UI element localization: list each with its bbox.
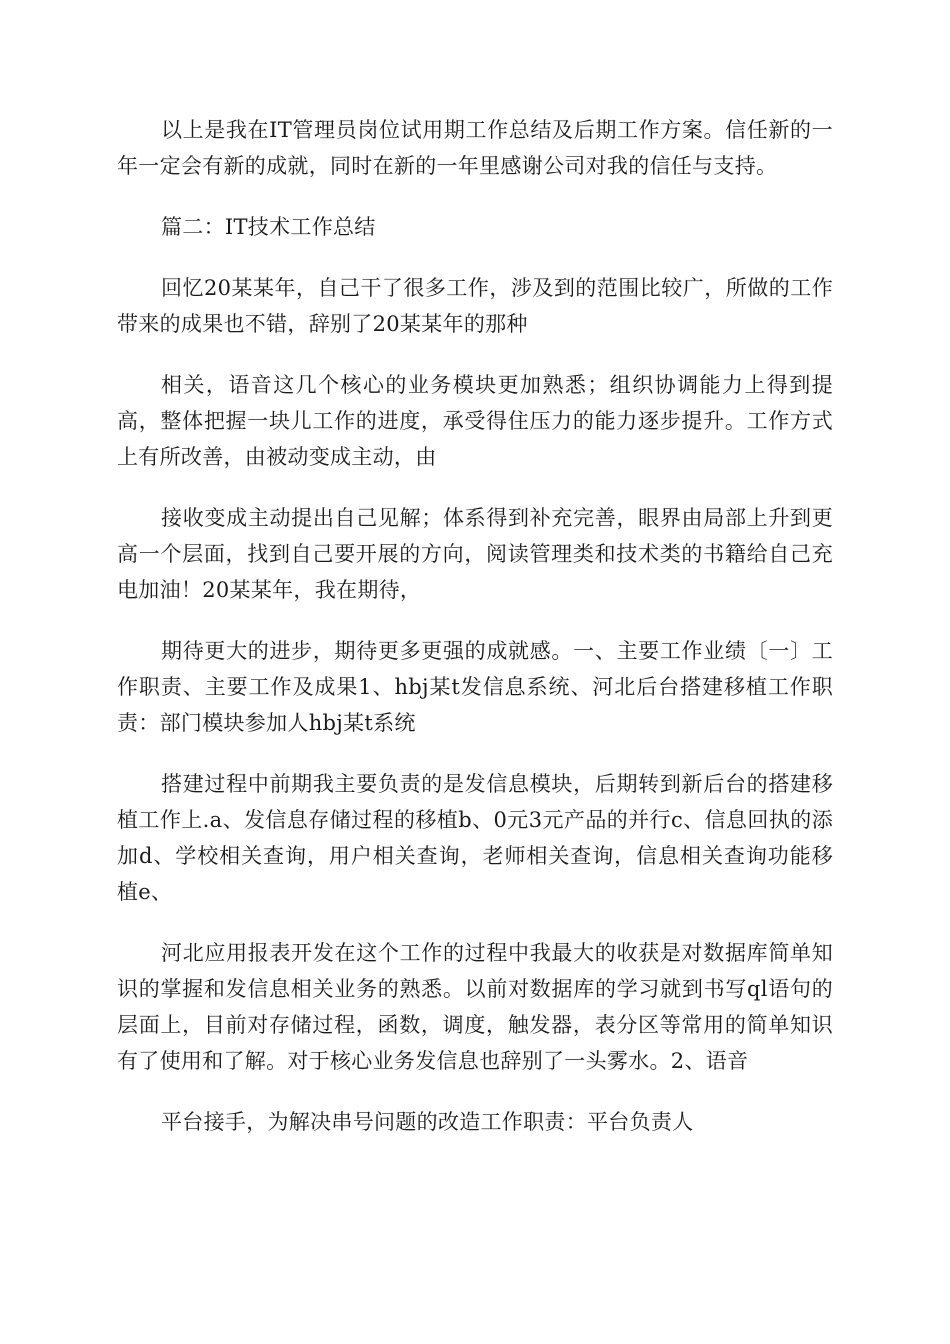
paragraph-6: 期待更大的进步，期待更多更强的成就感。一、主要工作业绩〔一〕工作职责、主要工作及成果1、hbj某t发信息系统、河北后台搭建移植工作职责：部门模块参加人hbj某t系统 — [117, 639, 833, 735]
paragraph-1: 以上是我在IT管理员岗位试用期工作总结及后期工作方案。信任新的一年一定会有新的成就，同时在新的一年里感谢公司对我的信任与支持。 — [117, 118, 833, 178]
paragraph-9: 平台接手，为解决串号问题的改造工作职责：平台负责人 — [161, 1110, 694, 1134]
paragraph-4: 相关，语音这几个核心的业务模块更加熟悉；组织协调能力上得到提高，整体把握一块儿工作的进度，承受得住压力的能力逐步提升。工作方式上有所改善，由被动变成主动，由 — [117, 373, 833, 469]
paragraph-8: 河北应用报表开发在这个工作的过程中我最大的收获是对数据库简单知识的掌握和发信息相关业务的熟悉。以前对数据库的学习就到书写ql语句的层面上，目前对存储过程，函数，调度，触发器，表分区等常用的简单知识有了使用和了解。对于核心业务发信息也辞别了一头雾水。2、语音 — [117, 941, 833, 1073]
paragraph-2-section-heading: 篇二：IT技术工作总结 — [161, 215, 376, 239]
paragraph-7: 搭建过程中前期我主要负责的是发信息模块，后期转到新后台的搭建移植工作上.a、发信息存储过程的移植b、0元3元产品的并行c、信息回执的添加d、学校相关查询，用户相关查询，老师相关查询，信息相关查询功能移植e、 — [117, 772, 833, 904]
paragraph-5: 接收变成主动提出自己见解；体系得到补充完善，眼界由局部上升到更高一个层面，找到自己要开展的方向，阅读管理类和技术类的书籍给自己充电加油！20某某年，我在期待， — [117, 506, 833, 602]
document-body — [117, 112, 833, 1165]
paragraph-3: 回忆20某某年，自己干了很多工作，涉及到的范围比较广，所做的工作带来的成果也不错，辞别了20某某年的那种 — [117, 276, 833, 336]
